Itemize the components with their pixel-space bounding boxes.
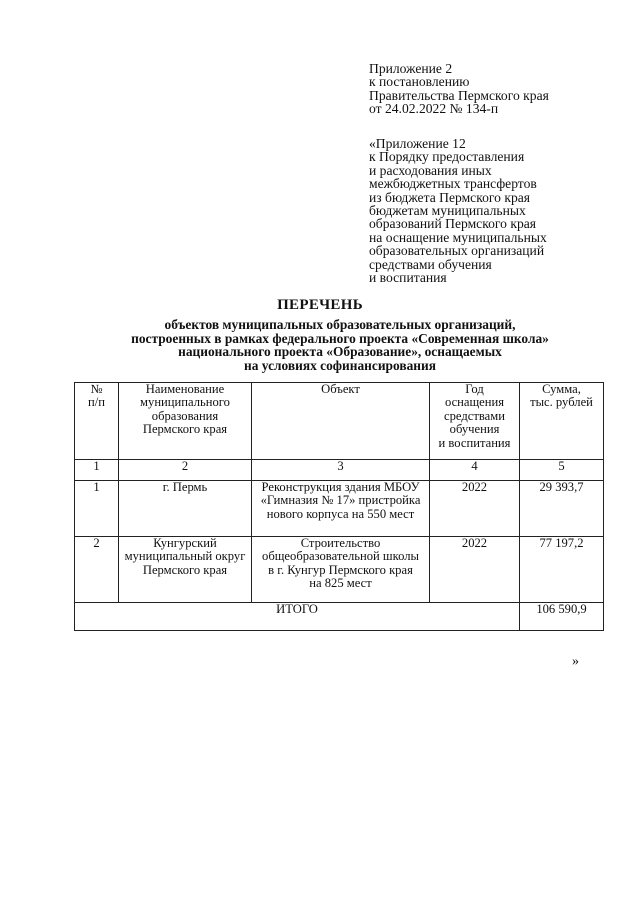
objects-table [74, 382, 604, 631]
row-object: Реконструкция здания МБОУ «Гимназия № 17» пристройка нового корпуса на 550 мест [252, 481, 430, 537]
row-object: Строительство общеобразовательной школы в г. Кунгур Пермского края на 825 мест [252, 537, 430, 603]
subtitle-line: национального проекта «Образование», оснащаемых [178, 344, 502, 360]
subtitle-line: построенных в рамках федерального проекта «Современная школа» [131, 330, 549, 346]
document-subtitle [60, 318, 620, 372]
total-label: ИТОГО [75, 603, 520, 631]
column-number: 3 [252, 460, 430, 481]
total-row [75, 603, 604, 631]
appendix-ref-line: «Приложение 12 [369, 136, 466, 151]
total-sum: 106 590,9 [520, 603, 604, 631]
row-number: 1 [75, 481, 119, 537]
appendix-ref-line: на оснащение муниципальных [369, 229, 547, 245]
row-number: 2 [75, 537, 119, 603]
appendix-line: к постановлению [369, 74, 470, 90]
row-year: 2022 [430, 537, 520, 603]
header-sum: Сумма, тыс. рублей [520, 383, 604, 460]
table-header-row [75, 383, 604, 460]
closing-quote: » [572, 654, 579, 669]
appendix-line: Правительства Пермского края [369, 87, 549, 103]
column-number: 4 [430, 460, 520, 481]
appendix-line: Приложение 2 [369, 61, 453, 76]
row-sum: 77 197,2 [520, 537, 604, 603]
row-year: 2022 [430, 481, 520, 537]
column-number: 5 [520, 460, 604, 481]
column-number: 2 [119, 460, 252, 481]
header-object: Объект [252, 383, 430, 460]
table-row [75, 481, 604, 537]
document-title: ПЕРЕЧЕНЬ [277, 297, 363, 313]
appendix-ref-line: из бюджета Пермского края [369, 189, 531, 205]
header-year: Год оснащения средствами обучения и воспитания [430, 383, 520, 460]
appendix-ref-line: средствами обучения [369, 256, 492, 272]
appendix-ref-line: и воспитания [369, 270, 447, 286]
row-sum: 29 393,7 [520, 481, 604, 537]
subtitle-line: объектов муниципальных образовательных организаций, [164, 317, 516, 332]
row-municipality: г. Пермь [119, 481, 252, 537]
appendix-reference [369, 137, 547, 284]
table-row [75, 537, 604, 603]
appendix-ref-line: межбюджетных трансфертов [369, 176, 537, 192]
appendix-header [369, 62, 549, 116]
subtitle-line: на условиях софинансирования [244, 357, 436, 373]
appendix-ref-line: и расходования иных [369, 162, 492, 178]
appendix-ref-line: к Порядку предоставления [369, 149, 525, 165]
header-number: № п/п [75, 383, 119, 460]
appendix-ref-line: бюджетам муниципальных [369, 203, 526, 219]
appendix-ref-line: образований Пермского края [369, 216, 537, 232]
header-municipality: Наименование муниципального образования Пермского края [119, 383, 252, 460]
column-number-row [75, 460, 604, 481]
appendix-ref-line: образовательных организаций [369, 243, 545, 259]
row-municipality: Кунгурский муниципальный округ Пермского края [119, 537, 252, 603]
appendix-line: от 24.02.2022 № 134-п [369, 101, 499, 117]
column-number: 1 [75, 460, 119, 481]
